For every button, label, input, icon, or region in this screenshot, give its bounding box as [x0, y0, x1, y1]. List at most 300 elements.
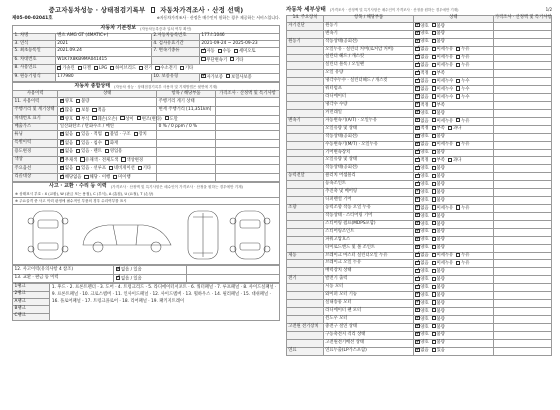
checkbox[interactable]	[432, 55, 436, 59]
checkbox[interactable]	[76, 166, 80, 170]
detail-price	[493, 339, 551, 347]
checkbox[interactable]	[60, 99, 64, 103]
checkbox[interactable]	[415, 189, 419, 193]
checkbox[interactable]	[432, 197, 436, 201]
checkbox[interactable]	[432, 134, 436, 138]
checkbox[interactable]	[432, 292, 436, 296]
checkbox[interactable]	[432, 324, 436, 328]
checkbox[interactable]	[415, 245, 419, 249]
title-checkbox-box	[151, 7, 155, 13]
detail-state	[414, 268, 494, 276]
checkbox[interactable]	[234, 49, 238, 53]
field-label: 1. 차명	[13, 33, 56, 40]
checkbox[interactable]	[134, 132, 138, 136]
detail-state	[414, 308, 494, 316]
option-label: 디젤	[82, 66, 91, 72]
detail-group	[287, 30, 324, 38]
option-label: 미세누유	[436, 205, 454, 211]
checkbox[interactable]	[76, 99, 80, 103]
detail-item: 연료누출(LP가스포함)	[324, 347, 414, 355]
detail-price	[493, 173, 551, 181]
checkbox[interactable]	[110, 66, 114, 70]
checkbox[interactable]	[432, 340, 436, 344]
checkbox[interactable]	[432, 142, 436, 146]
checkbox[interactable]	[415, 31, 419, 35]
detail-group	[287, 133, 324, 141]
basic-info-row	[13, 48, 280, 57]
checkbox[interactable]	[415, 174, 419, 178]
option-label: 양호	[420, 174, 429, 180]
checkbox[interactable]	[415, 118, 419, 122]
accident-q13: 13. 교환 · 판금 등 이력	[13, 274, 114, 283]
detail-group	[287, 308, 324, 316]
checkbox[interactable]	[432, 269, 436, 273]
detail-group	[287, 181, 324, 189]
checkbox[interactable]	[76, 108, 80, 112]
checkbox[interactable]	[432, 182, 436, 186]
checkbox[interactable]	[432, 253, 436, 257]
checkbox[interactable]	[432, 205, 436, 209]
option-label: 색상변경	[126, 157, 144, 163]
car-outline-left	[33, 211, 63, 259]
detail-group	[287, 284, 324, 292]
detail-state	[414, 86, 494, 94]
detail-price	[493, 228, 551, 236]
checkbox[interactable]	[226, 74, 230, 78]
detail-price	[493, 205, 551, 213]
option-label: 도말	[169, 116, 178, 122]
checkbox[interactable]	[456, 142, 460, 146]
checkbox[interactable]	[180, 66, 184, 70]
status-price	[215, 165, 279, 174]
field-value	[55, 65, 279, 74]
checkbox[interactable]	[80, 157, 84, 161]
checkbox[interactable]	[432, 277, 436, 281]
detail-group	[287, 78, 324, 86]
checkbox[interactable]	[432, 94, 436, 98]
checkbox[interactable]	[415, 277, 419, 281]
checkbox[interactable]	[415, 39, 419, 43]
checkbox[interactable]	[432, 118, 436, 122]
field-value	[199, 48, 279, 57]
detail-group	[287, 244, 324, 252]
checkbox[interactable]	[456, 261, 460, 265]
checkbox[interactable]	[94, 66, 98, 70]
accident-legend	[12, 190, 280, 198]
status-note: (자동차 성능 · 상태점검기록부 사용자 및 기재방법은 뒷면에 기재)	[114, 84, 218, 89]
accident-note: (가격조사 · 산정액 및 특기사항은 매수인이 가격조사 · 산정을 원하는 경우에만 기재)	[110, 184, 243, 189]
rank-1: 1랭크	[13, 284, 50, 291]
detail-group	[287, 149, 324, 157]
checkbox[interactable]	[415, 237, 419, 241]
option-label: 미이행	[118, 174, 131, 180]
field-value: 2021	[55, 40, 151, 47]
option-label: 불량	[436, 166, 445, 172]
detail-price	[493, 30, 551, 38]
option-label: 없음	[420, 47, 429, 53]
checkbox[interactable]	[415, 23, 419, 27]
status-row	[13, 165, 280, 174]
detail-item: 오일유량 및 상태	[324, 125, 414, 133]
checkbox[interactable]	[415, 348, 419, 352]
checkbox[interactable]	[415, 166, 419, 170]
detail-table	[286, 15, 552, 356]
detail-price	[493, 260, 551, 268]
checkbox[interactable]	[415, 47, 419, 51]
checkbox[interactable]	[76, 132, 80, 136]
checkbox[interactable]	[109, 166, 113, 170]
checkbox[interactable]	[432, 348, 436, 352]
detail-group: 동력전달	[287, 173, 324, 181]
status-label: 배출가스	[13, 124, 58, 131]
status-label: 용도변경	[13, 148, 58, 157]
checkbox[interactable]	[432, 308, 436, 312]
checkbox[interactable]	[92, 116, 96, 120]
car-diagram-area	[12, 205, 280, 265]
checkbox[interactable]	[60, 132, 64, 136]
status-header-cell: 상태	[58, 91, 157, 98]
accident-q12-extra	[186, 266, 279, 275]
checkbox[interactable]	[432, 79, 436, 83]
checkbox[interactable]	[432, 229, 436, 233]
option-label: 자가보증	[206, 74, 223, 80]
detail-price	[493, 244, 551, 252]
field-label: 4. 검사유효기간	[151, 40, 199, 47]
checkbox[interactable]	[432, 63, 436, 67]
checkbox[interactable]	[415, 332, 419, 336]
detail-group	[287, 157, 324, 165]
checkbox[interactable]	[415, 102, 419, 106]
option-label: 기타	[235, 57, 244, 63]
checkbox[interactable]	[105, 140, 109, 144]
option-label: 불량	[436, 174, 445, 180]
option-label: 불량	[436, 332, 445, 338]
option-label: 해당없음	[64, 174, 82, 180]
option-label: 과다	[452, 158, 462, 164]
checkbox[interactable]	[76, 116, 80, 120]
checkbox[interactable]	[432, 39, 436, 43]
checkbox[interactable]	[60, 157, 64, 161]
detail-state	[414, 181, 494, 189]
option-label: 없음	[420, 78, 429, 84]
checkbox[interactable]	[456, 253, 460, 257]
checkbox[interactable]	[415, 150, 419, 154]
detail-item: 충전구 절연 상태	[324, 323, 414, 331]
checkbox[interactable]	[456, 118, 460, 122]
detail-state	[414, 339, 494, 347]
checkbox[interactable]	[415, 55, 419, 59]
checkbox[interactable]	[415, 205, 419, 209]
checkbox[interactable]	[415, 308, 419, 312]
checkbox[interactable]	[76, 149, 80, 153]
option-label: 유채색 · 전체도색	[85, 157, 119, 163]
option-label: 없음	[420, 55, 429, 61]
checkbox[interactable]	[113, 175, 117, 179]
detail-price	[493, 236, 551, 244]
option-label: 불량	[436, 189, 445, 195]
option-label: 무단변속기	[206, 57, 228, 63]
detail-group: 변속기	[287, 117, 324, 125]
checkbox[interactable]	[415, 110, 419, 114]
option-label: 불법 · 구조	[109, 132, 131, 138]
checkbox[interactable]	[432, 316, 436, 320]
option-label: 양호	[420, 31, 429, 37]
field-value: 2021-09-24 ~ 2025-09-23	[199, 40, 279, 47]
option-label: 부족	[436, 126, 445, 132]
status-detail	[157, 131, 216, 140]
option-label: 양호	[420, 324, 429, 330]
checkbox[interactable]	[456, 94, 460, 98]
option-label: 불량	[81, 99, 90, 105]
checkbox[interactable]	[165, 116, 169, 120]
field-label: 10. 보증유형	[151, 73, 199, 82]
option-label: 누수	[461, 86, 470, 92]
checkbox[interactable]	[415, 71, 419, 75]
checkbox[interactable]	[415, 126, 419, 130]
status-state	[58, 148, 157, 157]
option-label: 세미오토	[238, 49, 256, 55]
detail-group	[287, 109, 324, 117]
checkbox[interactable]	[415, 316, 419, 320]
basic-info-title: 자동차 기본정보	[100, 25, 137, 32]
detail-state	[414, 331, 494, 339]
checkbox[interactable]	[415, 324, 419, 328]
detail-price	[493, 276, 551, 284]
checkbox[interactable]	[155, 66, 159, 70]
checkbox[interactable]	[415, 134, 419, 138]
checkbox[interactable]	[137, 116, 141, 120]
detail-item: 냉각수 수량	[324, 102, 414, 110]
detail-price	[493, 141, 551, 149]
checkbox[interactable]	[60, 175, 64, 179]
option-label: 누유	[461, 118, 470, 124]
option-label: 해당 · 이행	[89, 174, 111, 180]
detail-price	[493, 300, 551, 308]
checkbox-none-2[interactable]	[116, 276, 120, 280]
checkbox[interactable]	[415, 158, 419, 162]
checkbox[interactable]	[415, 182, 419, 186]
detail-group	[287, 212, 324, 220]
checkbox[interactable]	[432, 158, 436, 162]
detail-state	[414, 173, 494, 181]
detail-price	[493, 70, 551, 78]
checkbox[interactable]	[432, 71, 436, 75]
checkbox[interactable]	[456, 55, 460, 59]
option-label: 양호	[64, 99, 74, 105]
detail-group	[287, 315, 324, 323]
accident-table	[12, 265, 280, 283]
checkbox[interactable]	[432, 102, 436, 106]
status-row	[13, 115, 280, 124]
checkbox[interactable]	[432, 221, 436, 225]
checkbox[interactable]	[432, 110, 436, 114]
checkbox[interactable]	[456, 47, 460, 51]
checkbox[interactable]	[432, 285, 436, 289]
status-detail: 주행거리 계기 상태	[157, 98, 216, 107]
option-label: 미세누유	[436, 55, 454, 61]
checkbox[interactable]	[432, 150, 436, 154]
status-state	[58, 156, 157, 165]
option-label: 양호	[420, 197, 429, 203]
checkbox[interactable]	[456, 205, 460, 209]
checkbox[interactable]	[415, 229, 419, 233]
option-label: 양호	[420, 245, 429, 251]
option-label: 누수	[461, 78, 470, 84]
checkbox[interactable]	[415, 253, 419, 257]
status-detail	[157, 165, 216, 174]
checkbox[interactable]	[415, 300, 419, 304]
checkbox[interactable]	[432, 189, 436, 193]
checkbox[interactable]	[201, 57, 205, 61]
checkbox[interactable]	[432, 174, 436, 178]
field-value	[199, 56, 279, 65]
detail-state	[414, 244, 494, 252]
checkbox[interactable]	[415, 94, 419, 98]
checkbox[interactable]	[448, 126, 452, 130]
option-label: 누유	[461, 63, 470, 69]
checkbox[interactable]	[121, 157, 125, 161]
status-state	[58, 98, 157, 107]
option-label: 불량	[436, 229, 445, 235]
status-row	[13, 131, 280, 140]
checkbox[interactable]	[415, 261, 419, 265]
checkbox[interactable]	[105, 149, 109, 153]
checkbox[interactable]	[201, 49, 205, 53]
checkbox[interactable]	[432, 332, 436, 336]
detail-group: 조향	[287, 205, 324, 213]
option-label: 불량	[436, 277, 445, 282]
checkbox[interactable]	[432, 245, 436, 249]
basic-info-header	[12, 25, 280, 33]
option-label: 양호	[420, 316, 429, 322]
checkbox[interactable]	[432, 213, 436, 217]
checkbox[interactable]	[456, 86, 460, 90]
checkbox[interactable]	[60, 149, 64, 153]
detail-state	[414, 197, 494, 205]
option-label: 양호	[420, 23, 429, 29]
detail-item: 와이퍼 모터 기능	[324, 292, 414, 300]
detail-state	[414, 260, 494, 268]
checkbox[interactable]	[432, 261, 436, 265]
detail-item: 수동변속기(M/T) · 오일누유	[324, 141, 414, 149]
checkbox[interactable]	[120, 116, 124, 120]
checkbox[interactable]	[60, 140, 64, 144]
checkbox[interactable]	[432, 47, 436, 51]
option-label: 적정	[420, 126, 429, 132]
car-diagram	[13, 205, 281, 265]
detail-price	[493, 102, 551, 110]
checkbox[interactable]	[415, 340, 419, 344]
detail-group: 전기	[287, 276, 324, 284]
detail-state	[414, 117, 494, 125]
checkbox[interactable]	[448, 158, 452, 162]
basic-info-note: (자동차등록증과 일치 여부 확인)	[140, 26, 192, 31]
option-label: 하이브리드	[115, 66, 137, 72]
option-label: 누유	[461, 253, 470, 259]
detail-state	[414, 22, 494, 30]
checkbox[interactable]	[432, 237, 436, 241]
checkbox[interactable]	[415, 63, 419, 67]
header-main-device: 14. 주요장치	[287, 16, 324, 23]
checkbox[interactable]	[139, 66, 143, 70]
checkbox[interactable]	[76, 140, 80, 144]
accident-legend-2	[12, 198, 280, 205]
status-detail	[157, 139, 216, 148]
detail-state	[414, 252, 494, 260]
checkbox[interactable]	[432, 23, 436, 27]
detail-item: 기어변속장치	[324, 149, 414, 157]
checkbox[interactable]	[60, 166, 64, 170]
checkbox[interactable]	[415, 213, 419, 217]
checkbox[interactable]	[415, 197, 419, 201]
detail-group	[287, 268, 324, 276]
detail-item: 실린더 블록 / 오일팬	[324, 62, 414, 70]
checkbox[interactable]	[78, 66, 82, 70]
checkbox[interactable]	[432, 300, 436, 304]
detail-item: 오일누유 · 실린더 커버(로커암 커버)	[324, 46, 414, 54]
checkbox[interactable]	[415, 269, 419, 273]
detail-price	[493, 331, 551, 339]
detail-group	[287, 236, 324, 244]
status-header-cell: 사용이력	[13, 91, 58, 98]
option-label: 있음 · 적법	[81, 132, 102, 138]
option-label: 불량	[436, 316, 445, 322]
detail-group	[287, 197, 324, 205]
option-label: 불량	[436, 150, 445, 156]
detail-item: 브레이크 마스터 실린더오일 누유	[324, 252, 414, 260]
checkbox[interactable]	[456, 63, 460, 67]
q13-answer-text: 없음 / 있음	[120, 275, 142, 281]
checkbox[interactable]	[415, 142, 419, 146]
detail-state	[414, 38, 494, 46]
checkbox[interactable]	[415, 86, 419, 90]
checkbox[interactable]	[57, 66, 61, 70]
checkbox[interactable]	[84, 175, 88, 179]
checkbox[interactable]	[60, 116, 64, 120]
option-label: 있음 · 선루프	[81, 166, 107, 172]
checkbox[interactable]	[432, 126, 436, 130]
checkbox[interactable]	[92, 108, 96, 112]
checkbox[interactable]	[432, 86, 436, 90]
status-label: 주요옵션	[13, 165, 58, 174]
detail-price	[493, 125, 551, 133]
option-label: 양호	[420, 134, 429, 140]
checkbox[interactable]	[432, 31, 436, 35]
checkbox[interactable]	[138, 166, 142, 170]
checkbox[interactable]	[415, 292, 419, 296]
left-page	[12, 6, 280, 402]
status-row	[13, 148, 280, 157]
checkbox[interactable]	[60, 108, 64, 112]
checkbox[interactable]	[415, 221, 419, 225]
status-table-header	[13, 91, 280, 98]
option-label: 미세누수	[436, 86, 454, 92]
rank-table	[12, 283, 280, 320]
option-label: 자동	[206, 49, 215, 55]
checkbox[interactable]	[230, 57, 234, 61]
checkbox[interactable]	[105, 132, 109, 136]
checkbox[interactable]	[415, 79, 419, 83]
checkbox-none[interactable]	[116, 267, 120, 271]
checkbox[interactable]	[415, 285, 419, 289]
checkbox[interactable]	[456, 79, 460, 83]
status-price	[215, 139, 279, 148]
checkbox[interactable]	[201, 74, 205, 78]
detail-price	[493, 54, 551, 62]
checkbox[interactable]	[218, 49, 222, 53]
detail-price	[493, 308, 551, 316]
checkbox[interactable]	[432, 166, 436, 170]
